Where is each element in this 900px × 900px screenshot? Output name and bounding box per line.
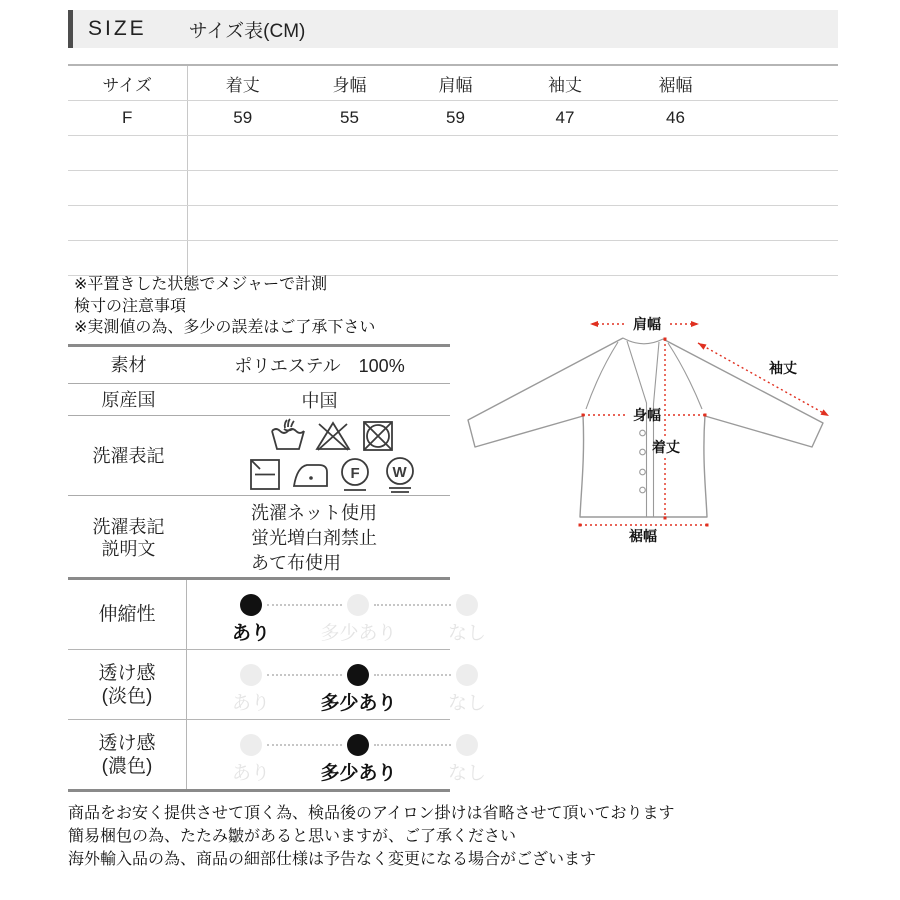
footer-note-line: 簡易梱包の為、たたみ皺があると思いますが、ご了承ください	[68, 828, 517, 845]
rating-option-label: なし	[447, 763, 486, 784]
no-bleach-icon	[313, 417, 353, 455]
stretch-label: 伸縮性	[98, 604, 156, 625]
rating-dot-nashi	[456, 664, 478, 686]
sheer-dark-label: 透け感	[98, 732, 156, 754]
hand-wash-icon	[268, 417, 308, 455]
rating-dot-tasyoari	[347, 734, 369, 756]
sheer-light-rating-row	[68, 650, 486, 720]
care-symbols-label: 洗濯表記	[68, 416, 189, 496]
size-table-empty-row	[68, 241, 838, 276]
sheer-light-label2: (淡色)	[101, 685, 153, 707]
rating-option-label: 多少あり	[320, 763, 397, 784]
button-icon	[640, 469, 646, 475]
rating-option-label: なし	[447, 693, 486, 714]
cell-length: 59	[187, 101, 298, 136]
svg-text:F: F	[350, 465, 360, 482]
ratings-table	[68, 577, 486, 792]
rating-dot-nashi	[456, 594, 478, 616]
rating-dot-ari	[240, 664, 262, 686]
rating-connector	[267, 674, 342, 676]
footer-note-line: 商品をお安く提供させて頂く為、検品後のアイロン掛けは省略させて頂いております	[68, 805, 675, 822]
size-table-empty-row	[68, 136, 838, 171]
rating-option-label: なし	[447, 623, 486, 644]
rating-option-label: あり	[231, 623, 270, 644]
care-desc-line: あて布使用	[251, 552, 341, 573]
garment-diagram	[450, 300, 850, 580]
rating-dot-tasyoari	[347, 594, 369, 616]
rating-dot-ari	[240, 594, 262, 616]
rating-dot-nashi	[456, 734, 478, 756]
cell-shoulder: 59	[401, 101, 510, 136]
header-size-tag: SIZE	[88, 17, 147, 40]
rating-connector	[267, 604, 342, 606]
origin-row	[68, 384, 450, 416]
care-desc-line: 洗濯ネット使用	[251, 502, 377, 523]
size-table-header-row	[68, 65, 838, 101]
size-table-empty-row	[68, 171, 838, 206]
page-title: サイズ表(CM)	[188, 20, 306, 42]
rating-dot-ari	[240, 734, 262, 756]
col-header-hem: 裾幅	[620, 65, 731, 101]
material-row	[68, 346, 450, 384]
button-icon	[640, 487, 646, 493]
stretch-rating-row	[68, 580, 486, 650]
col-header-body-width: 身幅	[298, 65, 401, 101]
product-details-table	[68, 344, 450, 581]
care-symbols-row	[68, 416, 450, 496]
care-desc-label2: 説明文	[101, 539, 156, 560]
measurement-note-line: ※実測値の為、多少の誤差はご了承下さい	[74, 319, 376, 336]
size-table-empty-row	[68, 206, 838, 241]
size-table	[68, 64, 838, 276]
origin-label: 原産国	[68, 384, 189, 416]
sleeve-length-label: 袖丈	[769, 360, 797, 376]
wet-clean-w-icon	[380, 456, 420, 494]
col-header-size: サイズ	[68, 65, 187, 101]
garment-left-armhole	[586, 342, 618, 409]
rating-option-label: あり	[231, 693, 270, 714]
button-icon	[640, 449, 646, 455]
rating-dot-tasyoari	[347, 664, 369, 686]
material-label: 素材	[68, 346, 189, 384]
cell-body-width: 55	[298, 101, 401, 136]
care-desc-line: 蛍光増白剤禁止	[251, 527, 377, 548]
care-symbols	[190, 417, 449, 494]
col-header-shoulder: 肩幅	[401, 65, 510, 101]
size-table-data-row	[68, 101, 838, 136]
measurement-note-line: ※平置きした状態でメジャーで計測	[74, 276, 328, 293]
hem-width-label: 裾幅	[629, 528, 657, 544]
rating-connector	[267, 744, 342, 746]
sheer-light-label: 透け感	[98, 662, 156, 684]
sleeve-length-line	[698, 343, 827, 415]
care-description-row	[68, 496, 450, 581]
measurement-notes	[74, 274, 375, 339]
rating-connector	[374, 674, 451, 676]
care-desc-label: 洗濯表記	[92, 517, 165, 538]
rating-connector	[374, 744, 451, 746]
body-width-label: 身幅	[633, 407, 661, 423]
origin-value: 中国	[189, 384, 450, 416]
col-header-length: 着丈	[187, 65, 298, 101]
length-label: 着丈	[652, 439, 680, 455]
sheer-dark-label2: (濃色)	[101, 755, 153, 777]
garment-right-armhole	[668, 343, 702, 409]
iron-low-icon	[290, 456, 330, 494]
garment-right-sleeve	[663, 339, 823, 447]
garment-left-sleeve	[468, 338, 623, 447]
rating-option-label: 多少あり	[320, 693, 397, 714]
shoulder-width-label: 肩幅	[633, 316, 661, 332]
rating-option-label: 多少あり	[320, 623, 397, 644]
section-header	[68, 10, 838, 48]
sheer-dark-rating-row	[68, 720, 486, 789]
garment-neck	[623, 338, 663, 344]
cell-sleeve: 47	[510, 101, 620, 136]
cell-hem: 46	[620, 101, 731, 136]
shade-flat-dry-icon	[245, 456, 285, 494]
cell-size: F	[68, 101, 187, 136]
col-header-sleeve: 袖丈	[510, 65, 620, 101]
material-value: ポリエステル 100%	[189, 346, 450, 384]
footer-note-line: 海外輸入品の為、商品の細部仕様は予告なく変更になる場合がございます	[68, 851, 597, 868]
footer-notes	[68, 802, 675, 871]
dry-clean-f-icon	[335, 456, 375, 494]
svg-text:W: W	[392, 464, 407, 481]
rating-connector	[374, 604, 451, 606]
no-tumble-dry-icon	[358, 417, 398, 455]
rating-option-label: あり	[231, 763, 270, 784]
measurement-note-line: 検寸の注意事項	[74, 297, 187, 315]
button-icon	[640, 430, 646, 436]
